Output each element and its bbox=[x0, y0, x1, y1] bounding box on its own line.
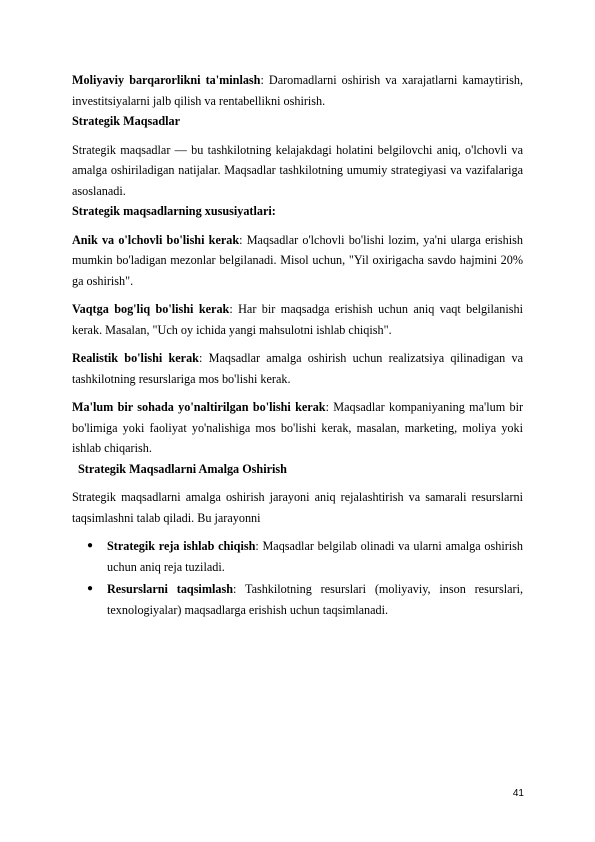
section-heading-strategic-goals: Strategik Maqsadlar bbox=[72, 114, 180, 128]
bullet-text: : Maqsadlar belgilab olinadi va ularni amalga oshirish uchun aniq reja tuziladi. bbox=[107, 539, 523, 574]
property-text: : Maqsadlar o'lchovli bo'lishi lozim, ya'ni ularga erishish mumkin bo'ladigan mezonlar belgilanadi. Misol uchun, "Yil oxirigacha savdo hajmini 20% ga oshirish". bbox=[72, 232, 523, 288]
list-item bbox=[72, 536, 523, 577]
strategic-goals-paragraph: Strategik maqsadlar — bu tashkilotning kelajakdagi holatini belgilovchi aniq, o'lchovli va amalga oshiriladigan natijalar. Maqsadlar tashkilotning umumiy strategiyasi va vazifalariga asoslanadi. bbox=[72, 142, 523, 198]
property-text: : Maqsadlar kompaniyaning ma'lum bir bo'limiga yoki faoliyat yo'nalishiga mos bo'lishi kerak, masalan, marketing, moliya yoki ishlab chiqarish. bbox=[72, 400, 524, 455]
document-page bbox=[72, 70, 523, 622]
section-heading-goal-properties: Strategik maqsadlarning xususiyatlari: bbox=[72, 204, 276, 218]
page-number: 41 bbox=[512, 788, 524, 799]
intro-paragraph bbox=[72, 70, 523, 111]
property-paragraph-realistic bbox=[72, 348, 523, 389]
bullet-text: : Tashkilotning resurslari (moliyaviy, inson resurslari, texnologiyalar) maqsadlarga erishish uchun taqsimlanadi. bbox=[107, 582, 524, 617]
intro-text: : Daromadlarni oshirish va xarajatlarni kamaytirish, investitsiyalarni jalb qilish va rentabellikni oshirish. bbox=[72, 73, 523, 108]
implementation-paragraph: Strategik maqsadlarni amalga oshirish jarayoni aniq rejalashtirish va samarali resurslarni taqsimlashni talab qiladi. Bu jarayonni bbox=[72, 490, 523, 525]
bullet-term: Resurslarni taqsimlash bbox=[107, 582, 233, 596]
property-paragraph-focused bbox=[72, 397, 523, 459]
section-heading-implementation: Strategik Maqsadlarni Amalga Oshirish bbox=[78, 461, 287, 476]
implementation-bullet-list bbox=[72, 536, 523, 620]
property-paragraph-measurable bbox=[72, 230, 523, 292]
property-term: Ma'lum bir sohada yo'naltirilgan bo'lishi kerak bbox=[72, 400, 326, 414]
property-term: Realistik bo'lishi kerak bbox=[72, 351, 199, 365]
bullet-term: Strategik reja ishlab chiqish bbox=[107, 539, 256, 553]
list-item bbox=[72, 579, 523, 620]
property-term: Anik va o'lchovli bo'lishi kerak bbox=[72, 232, 240, 247]
property-text: : Har bir maqsadga erishish uchun aniq vaqt belgilanishi kerak. Masalan, "Uch oy ichida yangi mahsulotni ishlab chiqish". bbox=[72, 302, 524, 337]
intro-term: Moliyaviy barqarorlikni ta'minlash bbox=[72, 73, 261, 87]
bullet-icon: ● bbox=[87, 540, 94, 551]
property-paragraph-time-bound bbox=[72, 299, 523, 340]
bullet-icon: ● bbox=[87, 583, 94, 594]
property-text: : Maqsadlar amalga oshirish uchun realizatsiya qilinadigan va tashkilotning resurslariga mos bo'lishi kerak. bbox=[72, 351, 523, 386]
property-term: Vaqtga bog'liq bo'lishi kerak bbox=[72, 302, 230, 316]
